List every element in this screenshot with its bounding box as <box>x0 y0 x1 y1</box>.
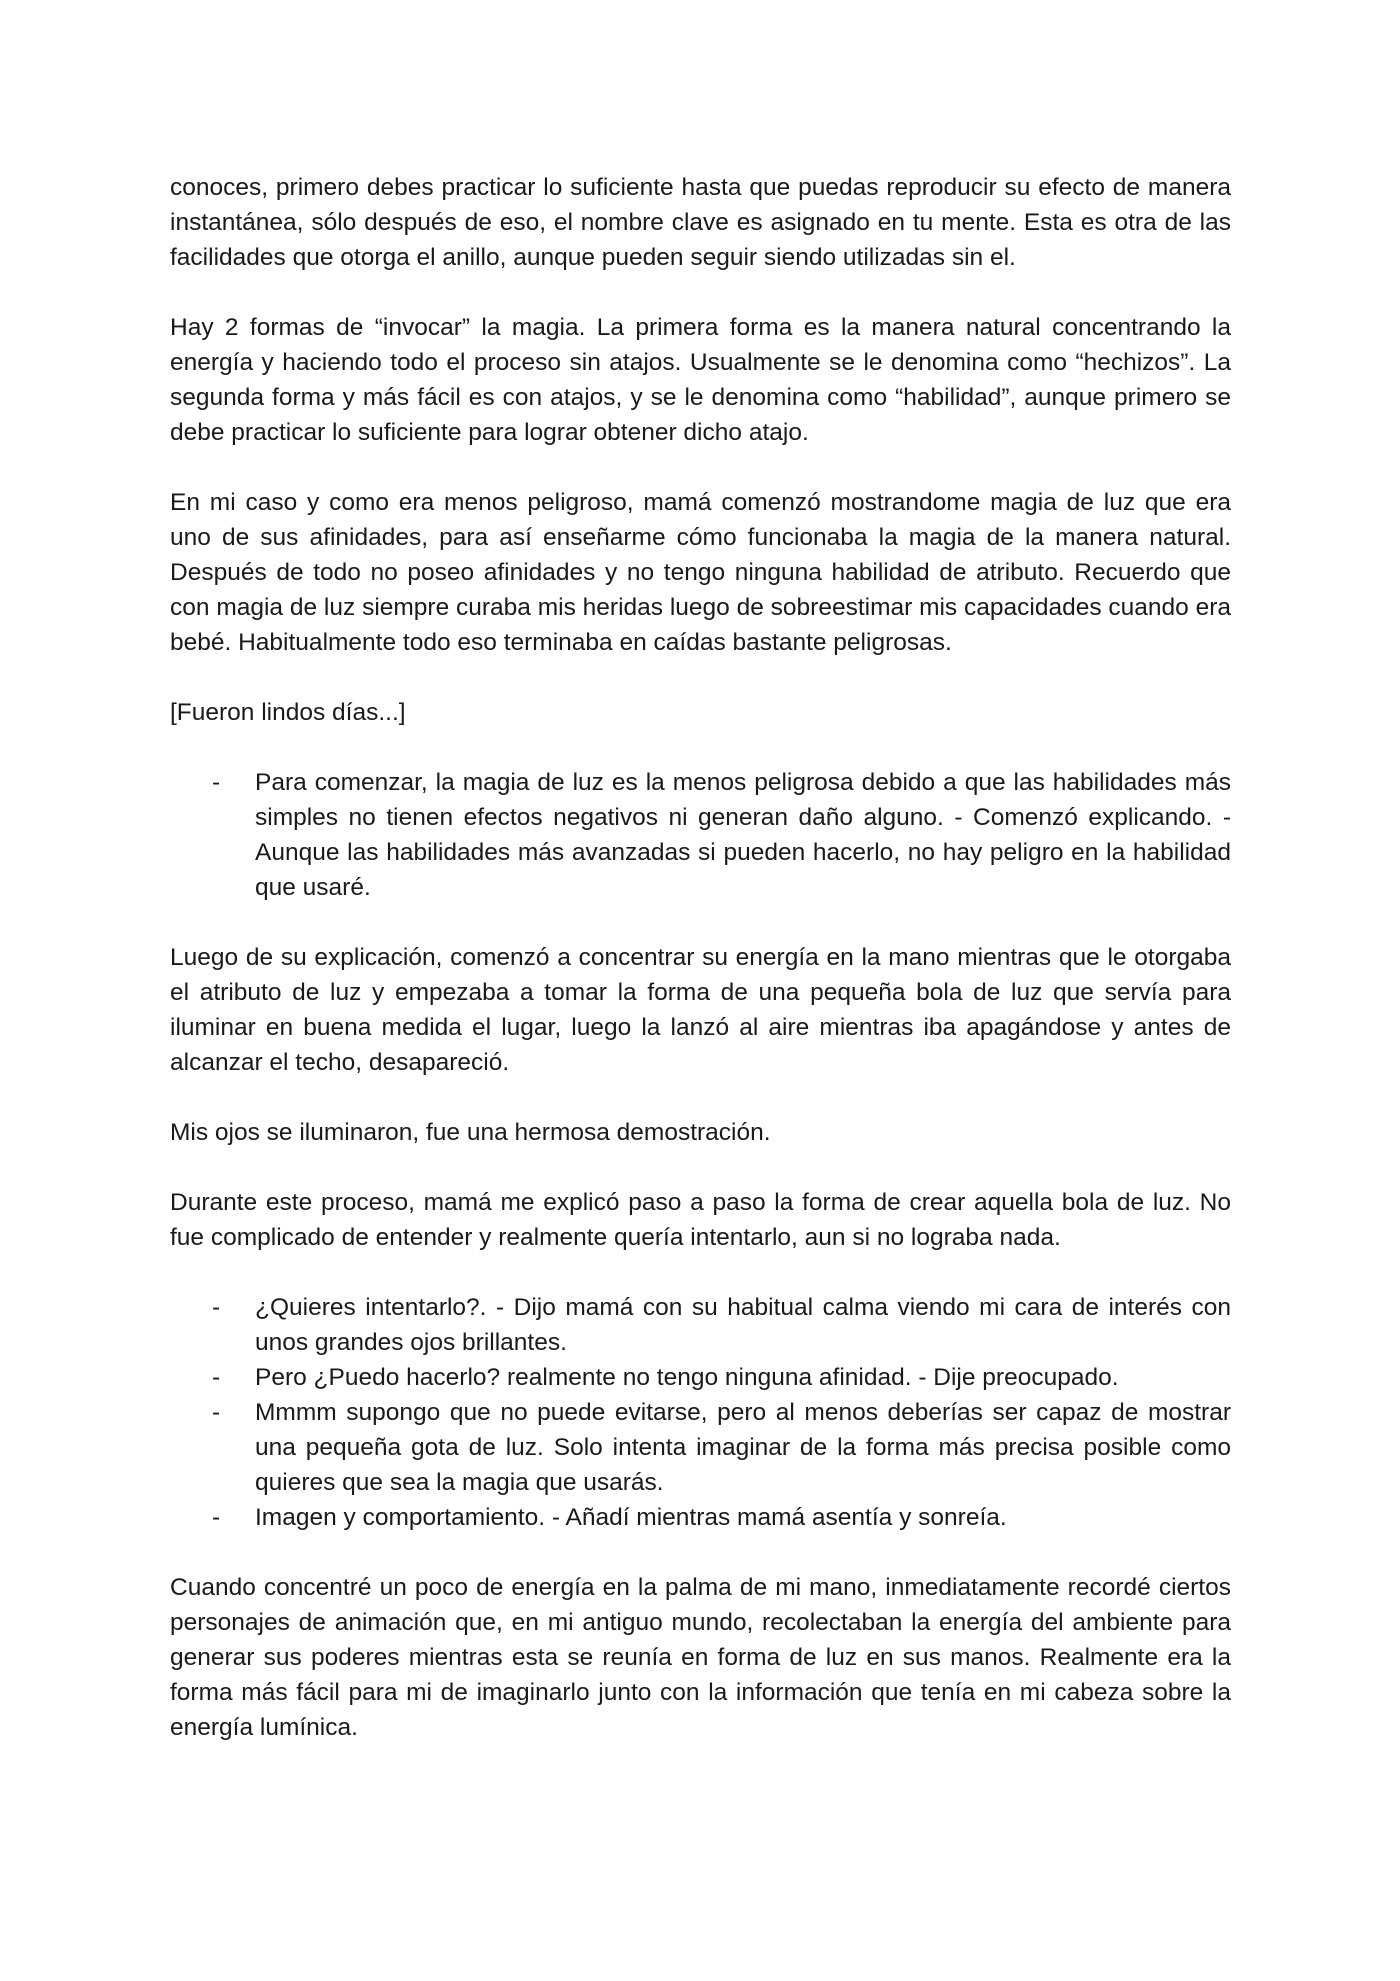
dialogue-list <box>170 1290 1231 1535</box>
dialogue-dash: - <box>212 1504 221 1531</box>
dialogue-item <box>170 1395 1231 1500</box>
paragraph: En mi caso y como era menos peligroso, mamá comenzó mostrandome magia de luz que era uno de sus afinidades, para así enseñarme cómo funcionaba la magia de la manera natural. Después de todo no poseo afinidades y no tengo ninguna habilidad de atributo. Recuerdo que con magia de luz siempre curaba mis heridas luego de sobreestimar mis capacidades cuando era bebé. Habitualmente todo eso terminaba en caídas bastante peligrosas. <box>170 489 1231 656</box>
dialogue-text: ¿Quieres intentarlo?. - Dijo mamá con su habitual calma viendo mi cara de interés con unos grandes ojos brillantes. <box>255 1294 1231 1356</box>
dialogue-item <box>170 1360 1231 1395</box>
paragraph: [Fueron lindos días...] <box>170 699 406 726</box>
dialogue-list <box>170 765 1231 905</box>
dialogue-dash: - <box>212 1399 221 1426</box>
dialogue-text: Mmmm supongo que no puede evitarse, pero al menos deberías ser capaz de mostrar una pequeña gota de luz. Solo intenta imaginar de la forma más precisa posible como quieres que sea la magia que usarás. <box>255 1399 1231 1496</box>
dialogue-dash: - <box>212 1364 221 1391</box>
dialogue-text: Para comenzar, la magia de luz es la menos peligrosa debido a que las habilidades más simples no tienen efectos negativos ni generan daño alguno. - Comenzó explicando. - Aunque las habilidades más avanzadas si pueden hacerlo, no hay peligro en la habilidad que usaré. <box>255 769 1231 901</box>
dialogue-item <box>170 1290 1231 1360</box>
dialogue-text: Pero ¿Puedo hacerlo? realmente no tengo ninguna afinidad. - Dije preocupado. <box>255 1364 1119 1391</box>
dialogue-item <box>170 1500 1231 1535</box>
dialogue-text: Imagen y comportamiento. - Añadí mientras mamá asentía y sonreía. <box>255 1504 1007 1531</box>
paragraph: Cuando concentré un poco de energía en la palma de mi mano, inmediatamente recordé ciertos personajes de animación que, en mi antiguo mundo, recolectaban la energía del ambiente para generar sus poderes mientras esta se reunía en forma de luz en sus manos. Realmente era la forma más fácil para mi de imaginarlo junto con la información que tenía en mi cabeza sobre la energía lumínica. <box>170 1574 1231 1741</box>
dialogue-item <box>170 765 1231 905</box>
dialogue-dash: - <box>212 769 221 796</box>
dialogue-dash: - <box>212 1294 221 1321</box>
paragraph: Luego de su explicación, comenzó a concentrar su energía en la mano mientras que le otorgaba el atributo de luz y empezaba a tomar la forma de una pequeña bola de luz que servía para iluminar en buena medida el lugar, luego la lanzó al aire mientras iba apagándose y antes de alcanzar el techo, desapareció. <box>170 944 1231 1076</box>
paragraph: Hay 2 formas de “invocar” la magia. La primera forma es la manera natural concentrando la energía y haciendo todo el proceso sin atajos. Usualmente se le denomina como “hechizos”. La segunda forma y más fácil es con atajos, y se le denomina como “habilidad”, aunque primero se debe practicar lo suficiente para lograr obtener dicho atajo. <box>170 314 1231 446</box>
document-body <box>170 170 1231 1745</box>
paragraph: Mis ojos se iluminaron, fue una hermosa demostración. <box>170 1119 771 1146</box>
paragraph: conoces, primero debes practicar lo suficiente hasta que puedas reproducir su efecto de manera instantánea, sólo después de eso, el nombre clave es asignado en tu mente. Esta es otra de las facilidades que otorga el anillo, aunque pueden seguir siendo utilizadas sin el. <box>170 174 1231 271</box>
paragraph: Durante este proceso, mamá me explicó paso a paso la forma de crear aquella bola de luz. No fue complicado de entender y realmente quería intentarlo, aun si no lograba nada. <box>170 1189 1231 1251</box>
